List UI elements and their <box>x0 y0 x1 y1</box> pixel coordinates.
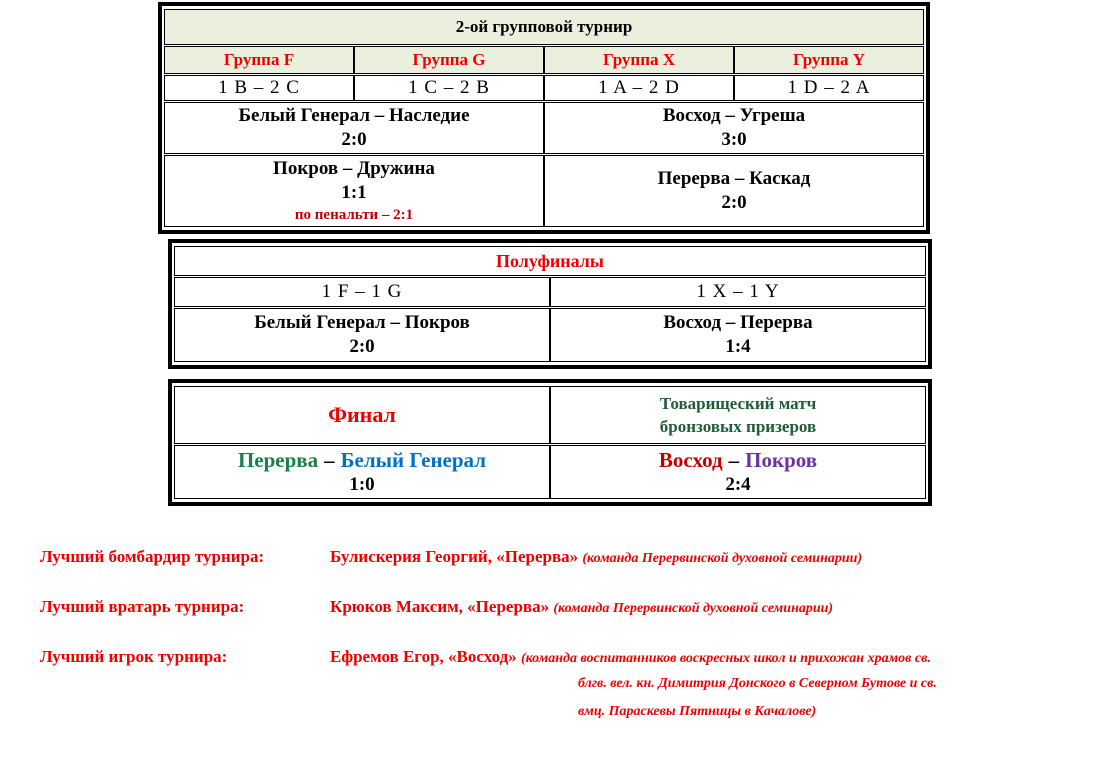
award-name: Крюков Максим, «Перерва» <box>330 597 550 616</box>
group-header-f: Группа F <box>164 46 354 74</box>
final-title: Финал <box>328 402 396 427</box>
final-match-teams <box>179 447 545 473</box>
match-teams: Белый Генерал – Наследие <box>238 105 470 126</box>
match-score: 3:0 <box>721 129 747 150</box>
match-teams: Перерва – Каскад <box>657 168 811 189</box>
award-row-best-goalkeeper <box>40 596 1096 620</box>
match-cell <box>544 102 924 154</box>
semifinals-title: Полуфиналы <box>174 246 926 276</box>
awards-section <box>40 546 1096 752</box>
finals-table <box>168 379 932 506</box>
team-name: Восход <box>658 448 723 472</box>
award-value <box>330 646 937 726</box>
group-header-g: Группа G <box>354 46 544 74</box>
match-teams: Восход – Перерва <box>663 312 813 333</box>
award-label: Лучший бомбардир турнира: <box>40 547 265 566</box>
award-row-best-player <box>40 646 1096 726</box>
group-header-x: Группа X <box>544 46 734 74</box>
bronze-title-line2: бронзовых призеров <box>659 417 817 436</box>
bronze-title-cell <box>550 386 926 444</box>
penalty-note: по пенальти – 2:1 <box>294 207 414 223</box>
match-teams: Покров – Дружина <box>273 158 435 179</box>
qualifier-cell-f: 1 B – 2 C <box>164 75 354 101</box>
qualifier-cell-x: 1 A – 2 D <box>544 75 734 101</box>
semifinal-match-cell <box>550 308 926 362</box>
bronze-match-teams <box>555 447 921 473</box>
match-score: 2:0 <box>341 129 367 150</box>
award-label: Лучший игрок турнира: <box>40 647 228 666</box>
qualifier-cell-g: 1 C – 2 B <box>354 75 544 101</box>
semifinal-qualifier-cell: 1 F – 1 G <box>174 277 550 307</box>
match-separator: – <box>324 448 335 472</box>
award-note-continuation: вмц. Параскевы Пятницы в Качалове) <box>578 704 817 719</box>
bronze-title-line1: Товарищеский матч <box>659 394 817 413</box>
award-label: Лучший вратарь турнира: <box>40 597 245 616</box>
match-teams: Белый Генерал – Покров <box>254 312 470 333</box>
team-name: Перерва <box>237 448 319 472</box>
award-note: (команда Перервинской духовной семинарии) <box>582 551 863 566</box>
team-name: Покров <box>745 448 818 472</box>
award-value <box>330 596 833 620</box>
qualifier-cell-y: 1 D – 2 A <box>734 75 924 101</box>
final-match-cell <box>174 445 550 499</box>
match-cell <box>164 102 544 154</box>
match-cell <box>164 155 544 227</box>
award-note: (команда Перервинской духовной семинарии) <box>553 601 834 616</box>
match-cell <box>544 155 924 227</box>
group-header-y: Группа Y <box>734 46 924 74</box>
match-score: 1:4 <box>725 336 751 357</box>
award-name: Ефремов Егор, «Восход» <box>330 647 517 666</box>
semifinals-table <box>168 239 932 369</box>
team-name: Белый Генерал <box>340 448 487 472</box>
match-score: 2:0 <box>721 192 747 213</box>
match-score: 2:0 <box>349 336 375 357</box>
award-name-line <box>330 646 937 670</box>
semifinal-qualifier-cell: 1 X – 1 Y <box>550 277 926 307</box>
award-row-top-scorer <box>40 546 1096 570</box>
group-stage-table <box>158 2 930 234</box>
match-score: 1:1 <box>341 182 367 203</box>
award-value <box>330 546 862 570</box>
final-title-cell <box>174 386 550 444</box>
bronze-match-cell <box>550 445 926 499</box>
match-score: 1:0 <box>349 474 375 495</box>
match-score: 2:4 <box>725 474 751 495</box>
award-name: Булискерия Георгий, «Перерва» <box>330 547 579 566</box>
award-note-continuation: блгв. вел. кн. Димитрия Донского в Северном Бутове и св. <box>578 676 937 691</box>
match-separator: – <box>728 448 740 472</box>
award-note: (команда воспитанников воскресных школ и прихожан храмов св. <box>520 651 931 666</box>
group-stage-title: 2-ой групповой турнир <box>164 9 924 45</box>
match-teams: Восход – Угреша <box>662 105 806 126</box>
semifinal-match-cell <box>174 308 550 362</box>
